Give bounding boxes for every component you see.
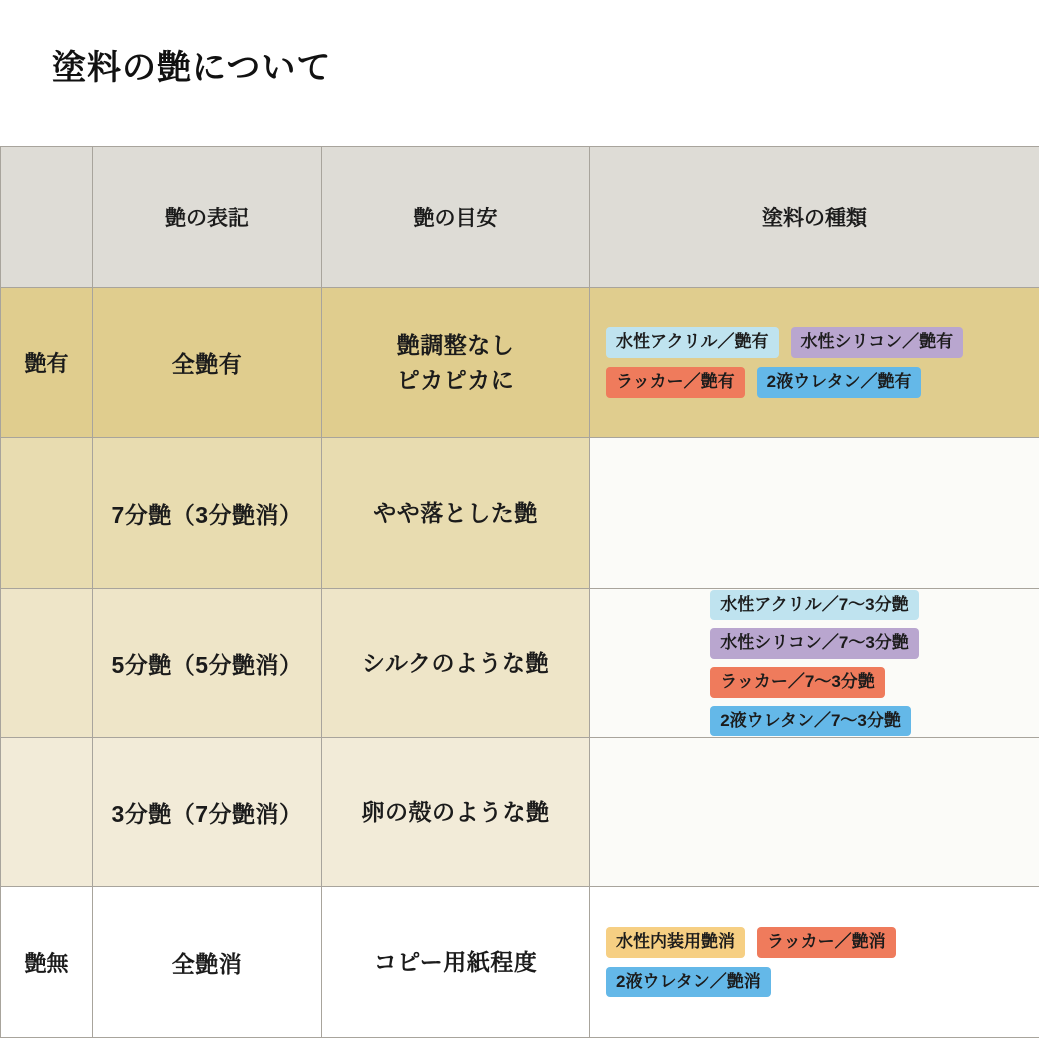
page-title: 塗料の艶について xyxy=(52,49,332,87)
row-gloss-guide xyxy=(322,887,590,1038)
row-gloss-notation: 全艶消 xyxy=(93,887,322,1038)
paint-tag: ラッカー／艶有 xyxy=(606,367,745,398)
header-paint-types: 塗料の種類 xyxy=(590,147,1039,288)
header-gloss-guide: 艶の目安 xyxy=(322,147,590,288)
row-paint-types xyxy=(590,887,1039,1038)
row-gloss-notation: 5分艶（5分艶消） xyxy=(93,589,322,738)
gloss-table xyxy=(0,146,1039,1038)
paint-tag: ラッカー／艶消 xyxy=(757,927,896,958)
row-paint-types xyxy=(590,589,1039,738)
table-header xyxy=(1,147,1039,288)
paint-tag: 2液ウレタン／7〜3分艶 xyxy=(710,706,911,737)
row-gloss-guide xyxy=(322,589,590,738)
row-gloss-notation: 7分艶（3分艶消） xyxy=(93,438,322,589)
paint-tag: 水性シリコン／艶有 xyxy=(791,327,964,358)
row-gloss-guide xyxy=(322,288,590,438)
row-gloss-guide xyxy=(322,738,590,887)
table-body xyxy=(1,288,1039,1038)
paint-tag: 水性内装用艶消 xyxy=(606,927,745,958)
table-row xyxy=(1,438,1039,589)
paint-tag: 水性アクリル／7〜3分艶 xyxy=(710,590,918,621)
guide-line: ピカピカに xyxy=(396,366,515,393)
tag-list xyxy=(590,927,1039,997)
guide-line: シルクのような艶 xyxy=(362,649,549,676)
paint-tag: 2液ウレタン／艶消 xyxy=(606,967,771,998)
table-row xyxy=(1,738,1039,887)
paint-tag: 2液ウレタン／艶有 xyxy=(757,367,922,398)
header-blank xyxy=(1,147,93,288)
row-gloss-notation: 全艶有 xyxy=(93,288,322,438)
paint-tag: ラッカー／7〜3分艶 xyxy=(710,667,885,698)
row-paint-types xyxy=(590,438,1039,589)
row-side-label xyxy=(1,438,93,589)
guide-line: 卵の殻のような艶 xyxy=(361,798,550,825)
row-gloss-guide xyxy=(322,438,590,589)
row-side-label: 艶無 xyxy=(1,887,93,1038)
guide-line: 艶調整なし xyxy=(396,332,515,358)
row-side-label xyxy=(1,589,93,738)
table-row xyxy=(1,288,1039,438)
row-side-label: 艶有 xyxy=(1,288,93,438)
row-gloss-notation: 3分艶（7分艶消） xyxy=(93,738,322,887)
row-paint-types xyxy=(590,288,1039,438)
header-row xyxy=(1,147,1039,288)
table-row xyxy=(1,589,1039,738)
gloss-table-container xyxy=(0,146,1039,1038)
table-row xyxy=(1,887,1039,1038)
row-paint-types xyxy=(590,738,1039,887)
paint-tag: 水性シリコン／7〜3分艶 xyxy=(710,628,919,659)
row-side-label xyxy=(1,738,93,887)
tag-list xyxy=(590,590,1039,736)
header-gloss-notation: 艶の表記 xyxy=(93,147,322,288)
tag-list xyxy=(590,327,1039,397)
guide-line: コピー用紙程度 xyxy=(373,948,538,975)
guide-line: やや落とした艶 xyxy=(373,499,538,526)
paint-tag: 水性アクリル／艶有 xyxy=(606,327,779,358)
